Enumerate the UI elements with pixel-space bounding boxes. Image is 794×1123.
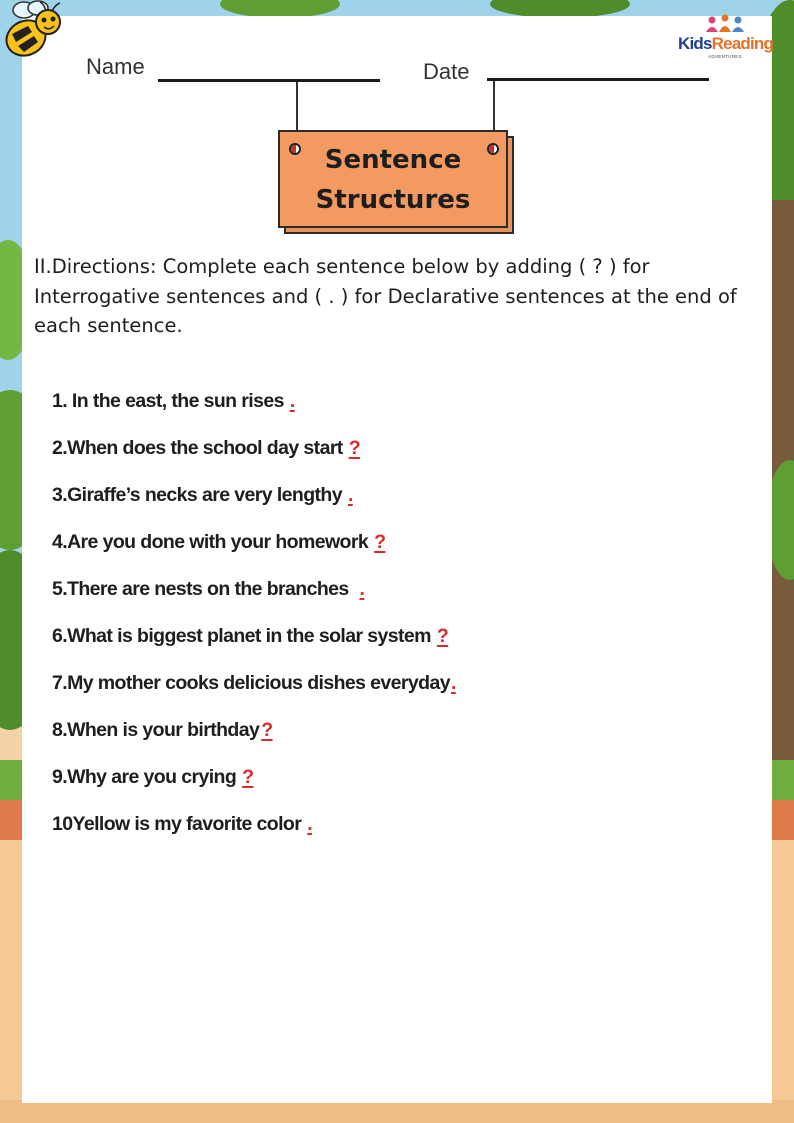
sentence-item [52, 766, 253, 789]
answer-mark[interactable]: ? [436, 625, 449, 647]
sentence-item [52, 578, 364, 601]
title-line-1: Sentence [324, 145, 462, 175]
sentence-text: 6.What is biggest planet in the solar system [52, 625, 431, 647]
logo-kids-text: Kids [678, 34, 712, 53]
answer-mark[interactable]: . [307, 813, 313, 835]
answer-mark[interactable]: . [289, 390, 295, 412]
sentence-item [52, 719, 273, 742]
answer-mark[interactable]: . [347, 484, 353, 506]
logo-wordmark [678, 34, 772, 54]
sentence-item [52, 484, 353, 507]
sentence-text: 4.Are you done with your homework [52, 531, 369, 553]
sentence-text: 9.Why are you crying [52, 766, 237, 788]
sentence-item [52, 390, 295, 413]
answer-mark[interactable]: ? [374, 531, 386, 553]
kidsreading-logo [678, 14, 772, 66]
name-label: Name [86, 54, 145, 79]
bee-icon [2, 0, 68, 62]
pin-left-icon [289, 143, 301, 155]
sentence-text: 2.When does the school day start [52, 437, 343, 459]
sentence-text: 5.There are nests on the branches [52, 578, 354, 600]
logo-kids-figures-icon [702, 14, 748, 34]
sentence-item [52, 625, 448, 648]
answer-mark[interactable]: ? [348, 437, 361, 459]
answer-mark[interactable]: . [450, 672, 456, 694]
sentence-item [52, 437, 360, 460]
name-line[interactable] [158, 79, 380, 82]
page-title [280, 140, 506, 220]
answer-mark[interactable]: ? [242, 766, 254, 788]
answer-mark[interactable]: ? [261, 719, 273, 741]
answer-mark[interactable]: . [359, 578, 365, 600]
sentence-text: 8.When is your birthday [52, 719, 260, 741]
sentence-text: 1. In the east, the sun rises [52, 390, 284, 412]
sentence-text: 10Yellow is my favorite color [52, 813, 302, 835]
sentence-item [52, 672, 456, 695]
directions-text: II.Directions: Complete each sentence below by adding ( ? ) for Interrogative sentences and ( . ) for Declarative sentences at the end of each sentence. [34, 255, 737, 337]
date-line[interactable] [487, 78, 709, 81]
date-label: Date [423, 59, 470, 84]
sentence-text: 3.Giraffe’s necks are very lengthy [52, 484, 342, 506]
pin-right-icon [487, 143, 499, 155]
title-line-2: Structures [315, 185, 471, 215]
title-sign [278, 130, 508, 228]
sentence-text: 7.My mother cooks delicious dishes everyday [52, 672, 450, 694]
sentence-item [52, 531, 385, 554]
logo-subtitle: ADVENTURES [708, 54, 742, 59]
sentence-item [52, 813, 312, 836]
logo-reading-text: Reading [711, 34, 774, 53]
